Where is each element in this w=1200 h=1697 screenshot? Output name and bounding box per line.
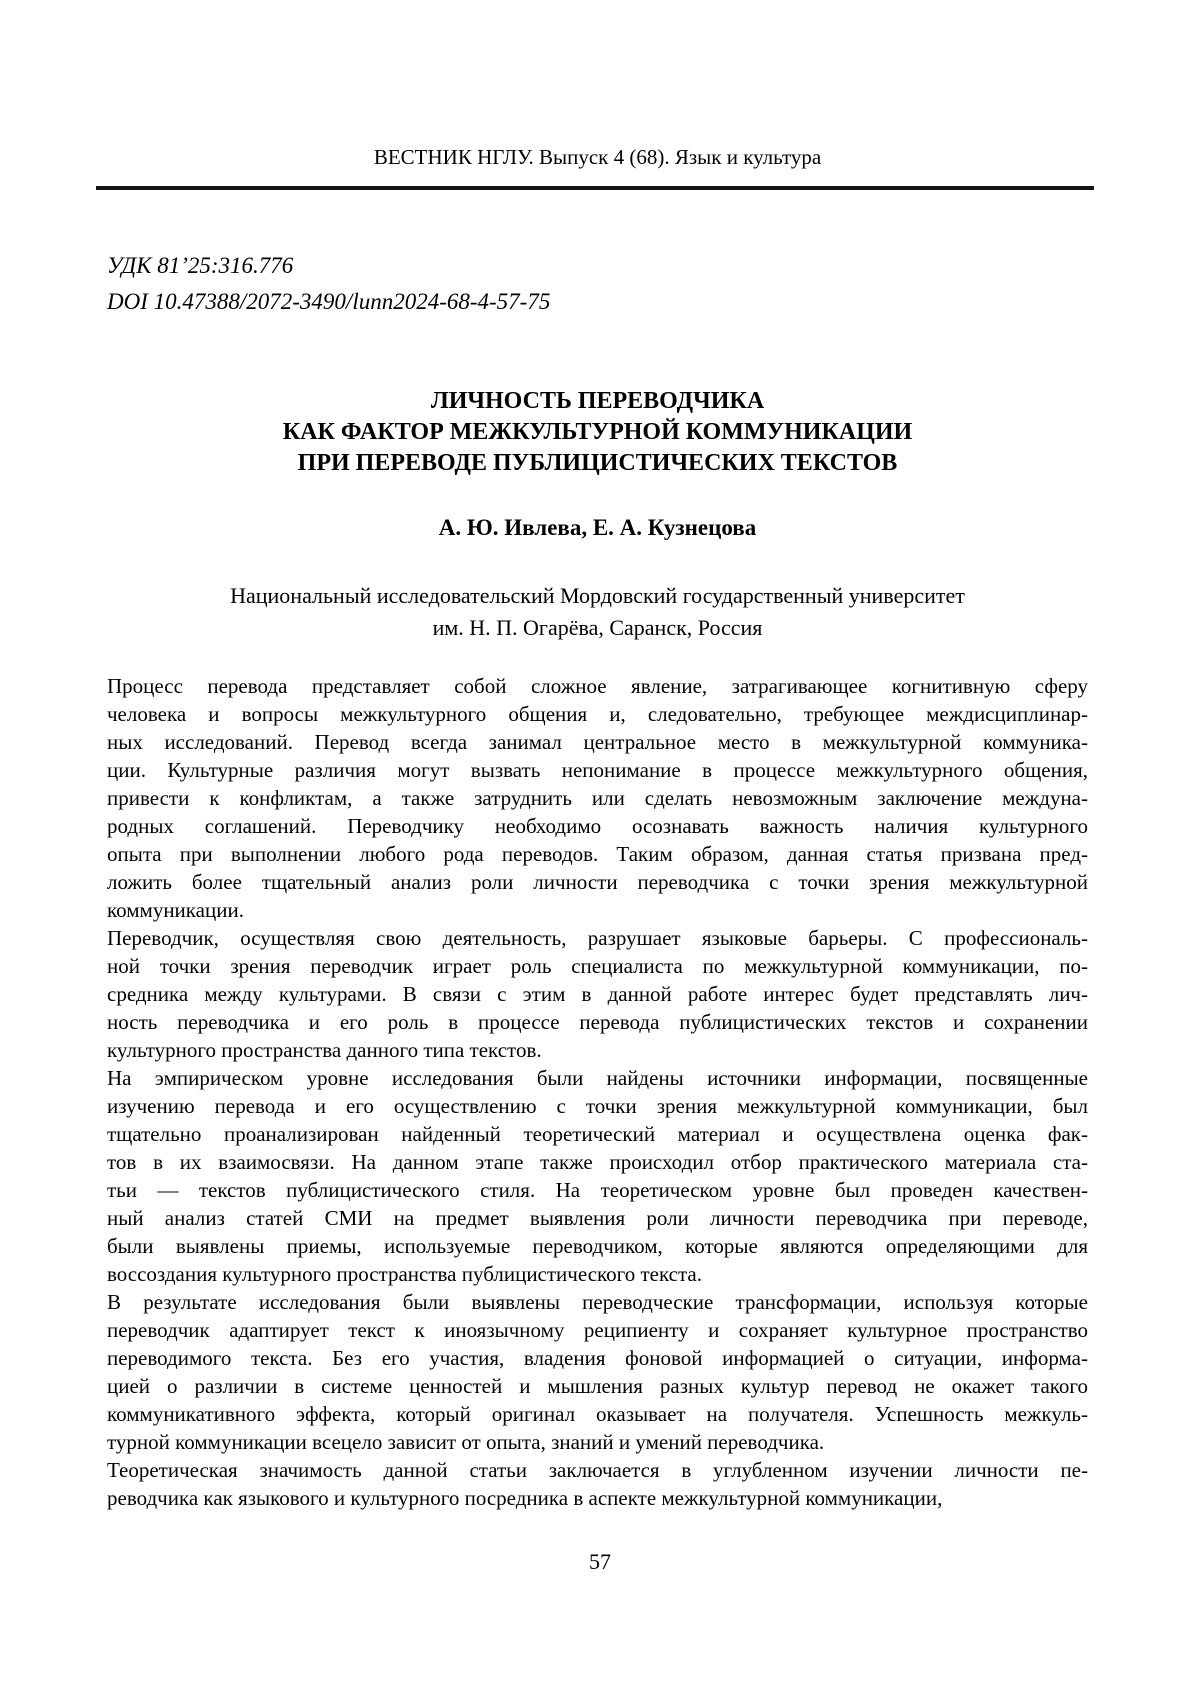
page-number: 57: [589, 1549, 611, 1574]
abstract-line: изучению перевода и его осуществлению с точки зрения межкультурной коммуникации, был: [107, 1094, 1088, 1118]
abstract-line: средника между культурами. В связи с этим в данной работе интерес будет представлять лич-: [107, 982, 1088, 1006]
udc-line: УДК 81’25:316.776: [107, 253, 294, 278]
abstract-line: были выявлены приемы, используемые переводчиком, которые являются определяющими для: [107, 1234, 1088, 1258]
title-line-2: КАК ФАКТОР МЕЖКУЛЬТУРНОЙ КОММУНИКАЦИИ: [282, 419, 913, 445]
abstract-line: культурного пространства данного типа текстов.: [107, 1038, 542, 1062]
abstract-line: тов в их взаимосвязи. На данном этапе также происходил отбор практического материала ста-: [107, 1150, 1088, 1174]
abstract-line: тьи — текстов публицистического стиля. На теоретическом уровне был проведен качествен-: [107, 1178, 1088, 1202]
abstract-line: воссоздания культурного пространства публицистического текста.: [107, 1262, 703, 1286]
abstract-line: ложить более тщательный анализ роли личности переводчика с точки зрения межкультурной: [107, 870, 1088, 894]
doi-line: DOI 10.47388/2072-3490/lunn2024-68-4-57-75: [107, 289, 551, 314]
abstract-line: родных соглашений. Переводчику необходимо осознавать важность наличия культурного: [107, 814, 1088, 838]
abstract-paragraph: [107, 924, 1088, 1064]
abstract-line: опыта при выполнении любого рода переводов. Таким образом, данная статья призвана пред-: [107, 842, 1088, 866]
title-line-3: ПРИ ПЕРЕВОДЕ ПУБЛИЦИСТИЧЕСКИХ ТЕКСТОВ: [297, 450, 898, 476]
title-line-1: ЛИЧНОСТЬ ПЕРЕВОДЧИКА: [430, 388, 765, 414]
abstract-line: привести к конфликтам, а также затруднить или сделать невозможным заключение междуна-: [107, 786, 1088, 810]
affiliation: [107, 580, 1088, 644]
abstract-line: ной точки зрения переводчик играет роль специалиста по межкультурной коммуникации, по-: [107, 954, 1088, 978]
abstract-line: переводимого текста. Без его участия, владения фоновой информацией о ситуации, информа-: [107, 1346, 1088, 1370]
abstract-line: ции. Культурные различия могут вызвать непонимание в процессе межкультурного общения,: [107, 758, 1088, 782]
abstract-line: переводчик адаптирует текст к иноязычному реципиенту и сохраняет культурное пространство: [107, 1318, 1088, 1342]
authors-line: А. Ю. Ивлева, Е. А. Кузнецова: [438, 515, 757, 540]
abstract: [107, 672, 1088, 1512]
abstract-paragraph: [107, 672, 1088, 924]
abstract-line: Переводчик, осуществляя свою деятельность, разрушает языковые барьеры. С профессиональ-: [107, 926, 1088, 950]
abstract-paragraph: [107, 1288, 1088, 1456]
header-rule: [96, 186, 1094, 190]
article-meta: [107, 248, 1088, 320]
abstract-line: ность переводчика и его роль в процессе перевода публицистических текстов и сохранении: [107, 1010, 1088, 1034]
article-title: [107, 386, 1088, 479]
journal-running-header: ВЕСТНИК НГЛУ. Выпуск 4 (68). Язык и культура: [373, 145, 822, 169]
abstract-paragraph: [107, 1456, 1088, 1512]
abstract-line: коммуникативного эффекта, который оригинал оказывает на получателя. Успешность межкуль-: [107, 1402, 1088, 1426]
abstract-line: ный анализ статей СМИ на предмет выявления роли личности переводчика при переводе,: [107, 1206, 1088, 1230]
abstract-line: турной коммуникации всецело зависит от опыта, знаний и умений переводчика.: [107, 1430, 825, 1454]
abstract-line: В результате исследования были выявлены переводческие трансформации, используя которые: [107, 1290, 1088, 1314]
affiliation-line-1: Национальный исследовательский Мордовский государственный университет: [230, 583, 965, 608]
abstract-line: Процесс перевода представляет собой сложное явление, затрагивающее когнитивную сферу: [107, 674, 1088, 698]
abstract-line: Теоретическая значимость данной статьи заключается в углубленном изучении личности пе-: [107, 1458, 1088, 1482]
affiliation-line-2: им. Н. П. Огарёва, Саранск, Россия: [432, 615, 763, 640]
abstract-line: человека и вопросы межкультурного общения и, следовательно, требующее междисциплинар-: [107, 702, 1088, 726]
abstract-paragraph: [107, 1064, 1088, 1288]
abstract-line: реводчика как языкового и культурного посредника в аспекте межкультурной коммуникации,: [107, 1486, 943, 1510]
abstract-line: На эмпирическом уровне исследования были найдены источники информации, посвященные: [107, 1066, 1088, 1090]
abstract-line: тщательно проанализирован найденный теоретический материал и осуществлена оценка фак-: [107, 1122, 1088, 1146]
abstract-line: коммуникации.: [107, 898, 244, 922]
abstract-line: ных исследований. Перевод всегда занимал центральное место в межкультурной коммуника-: [107, 730, 1088, 754]
abstract-line: цией о различии в системе ценностей и мышления разных культур перевод не окажет такого: [107, 1374, 1088, 1398]
